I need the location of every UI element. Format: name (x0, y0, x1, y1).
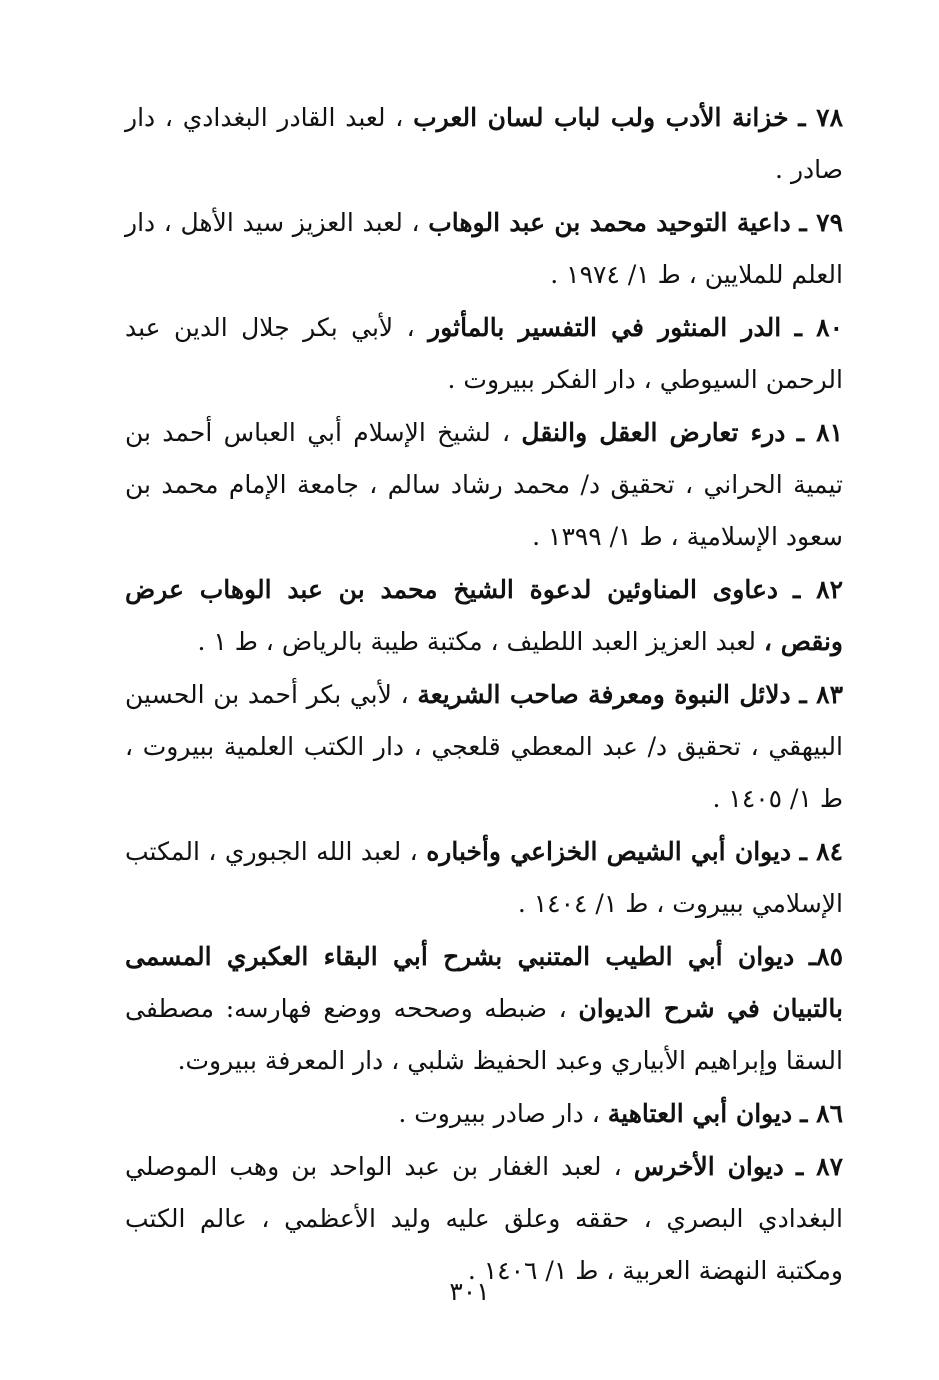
entry-number: ٨٧ ـ (795, 1152, 844, 1181)
entry-title: ديوان أبي الطيب المتنبي بشرح أبي البقاء العكبري المسمى بالتبيان في شرح الديوان (125, 942, 843, 1023)
entry-title: درء تعارض العقل والنقل (521, 418, 786, 447)
reference-entry-86 (125, 1088, 843, 1140)
entry-number: ٨٣ ـ (799, 680, 843, 709)
entry-details: ، لعبد الغفار بن عبد الواحد بن وهب الموصلي البغدادي البصري ، حققه وعلق عليه وليد الأعظمي ، عالم الكتب ومكتبة النهضة العربية ، ط ١/ ١٤٠٦ . (125, 1152, 843, 1285)
entry-number: ٨٤ ـ (799, 837, 844, 866)
reference-entry-79 (125, 197, 843, 301)
reference-entry-80 (125, 302, 843, 406)
entry-details: ، لشيخ الإسلام أبي العباس أحمد بن تيمية الحراني ، تحقيق د/ محمد رشاد سالم ، جامعة الإمام محمد بن سعود الإسلامية ، ط ١/ ١٣٩٩ . (125, 418, 843, 551)
reference-entry-84 (125, 826, 843, 930)
entry-details: ، ضبطه وصححه ووضع فهارسه: مصطفى السقا وإبراهيم الأبياري وعبد الحفيظ شلبي ، دار المعرفة ببيروت. (125, 994, 843, 1075)
entry-title: ديوان الأخرس (633, 1152, 784, 1181)
entry-title: ديوان أبي العتاهية (607, 1099, 793, 1128)
reference-entry-78 (125, 92, 843, 196)
entry-details: ، لأبي بكر أحمد بن الحسين البيهقي ، تحقيق د/ عبد المعطي قلعجي ، دار الكتب العلمية ببيروت ، ط ١/ ١٤٠٥ . (125, 680, 843, 813)
entry-number: ٧٩ ـ (799, 208, 843, 237)
entry-details: ، لأبي بكر جلال الدين عبد الرحمن السيوطي ، دار الفكر ببيروت . (125, 313, 843, 394)
reference-entry-85 (125, 931, 843, 1087)
reference-entry-82 (125, 564, 843, 668)
entry-title: دعاوى المناوئين لدعوة الشيخ محمد بن عبد الوهاب عرض ونقص ، (125, 575, 843, 656)
entry-number: ٨٢ ـ (793, 575, 843, 604)
entry-details: لعبد العزيز العبد اللطيف ، مكتبة طيبة بالرياض ، ط ١ . (197, 627, 756, 656)
entry-number: ٨٠ ـ (794, 313, 844, 342)
reference-entry-81 (125, 407, 843, 563)
entry-number: ٧٨ ـ (798, 103, 843, 132)
entry-details: ، لعبد القادر البغدادي ، دار صادر . (125, 103, 843, 184)
entry-title: خزانة الأدب ولب لباب لسان العرب (413, 103, 789, 132)
entry-details: ، دار صادر ببيروت . (398, 1099, 600, 1128)
reference-entry-83 (125, 669, 843, 825)
entry-number: ٨١ ـ (796, 418, 844, 447)
entry-title: الدر المنثور في التفسير بالمأثور (428, 313, 782, 342)
entry-details: ، لعبد الله الجبوري ، المكتب الإسلامي ببيروت ، ط ١/ ١٤٠٤ . (125, 837, 843, 918)
entry-title: ديوان أبي الشيص الخزاعي وأخباره (426, 837, 792, 866)
entry-title: داعية التوحيد محمد بن عبد الوهاب (428, 208, 791, 237)
entry-title: دلائل النبوة ومعرفة صاحب الشريعة (417, 680, 791, 709)
entry-number: ٨٦ ـ (800, 1099, 843, 1128)
entry-details: ، لعبد العزيز سيد الأهل ، دار العلم للملايين ، ط ١/ ١٩٧٤ . (125, 208, 843, 289)
entry-number: ٨٥ـ (808, 942, 843, 971)
references-list (125, 92, 843, 1298)
page-number: ٣٠١ (449, 1277, 490, 1306)
